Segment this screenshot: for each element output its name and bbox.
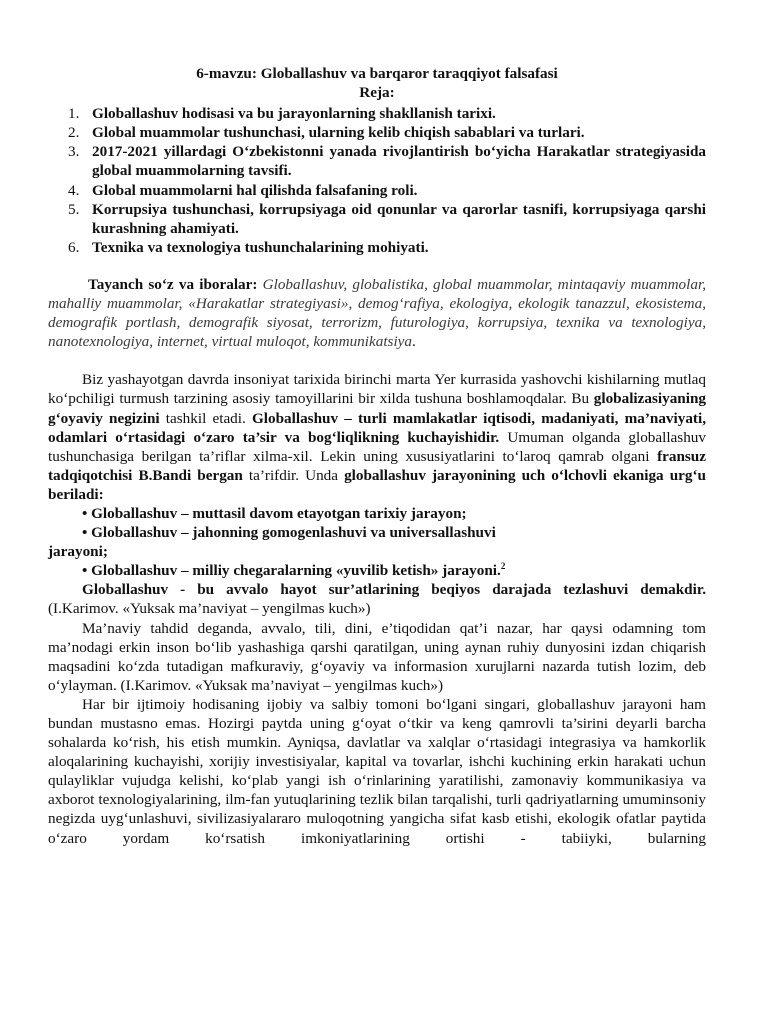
bold-run: globallashuv jarayonining uch o‘lchovli ekaniga urg‘u beriladi: (48, 466, 706, 503)
social-phenomenon-paragraph: Har bir ijtimoiy hodisaning ijobiy va salbiy tomoni bo‘lgani singari, globallashuv jarayoni ham bundan mustasno emas. Hozirgi paytda uning g‘oyat o‘tkir va keng qamrovli ta’sirini deyarli barcha sohalarda ko‘rish, his etish mumkin. Ayniqsa, davlatlar va xalqlar o‘rtasidagi integrasiya va hamkorlik aloqalarining kuchayishi, xorijiy investisiyalar, kapital va tovarlar, ishchi kuchining erkin harakati uchun qulayliklar vujudga kelishi, ko‘plab yangi ish o‘rinlarining yaratilishi, zamonaviy kommunikasiya va axborot texnologiyalarining, ilm-fan yutuqlarining tezlik bilan tarqalishi, turli qadriyatlarning umuminsoniy negizda uyg‘unlashuvi, sivilizasiyalararo muloqotning yangicha sifat kasb etishi, ekologik ofatlar paytida o‘zaro yordam ko‘rsatish imkoniyatlarining ortishi - tabiiyki, bularning (48, 695, 706, 847)
bullet-item-continuation: jarayoni; (48, 543, 108, 561)
plan-item-number: 3. (68, 143, 80, 161)
plan-item-text: Global muammolarni hal qilishda falsafaning roli. (92, 181, 418, 199)
keywords-paragraph (48, 275, 706, 351)
keywords-end: . (412, 333, 416, 351)
bold-run: globalizasiyaning g‘oyaviy negizini (48, 390, 706, 427)
spiritual-threat-paragraph: Ma’naviy tahdid deganda, avvalo, tili, dini, e’tiqodidan qat’i nazar, har qaysi odamning tom ma’nodagi erkin inson bo‘lib yashashiga qarshi qaratilgan, uning aynan ruhiy dunyosini izdan chiqarish maqsadini ko‘zda tutadigan mafkuraviy, g‘oyaviy va informasion xurujlarni nazarda tutish lozim, deb o‘ylayman. (I.Karimov. «Yuksak ma’naviyat – yengilmas kuch») (48, 619, 706, 694)
plan-heading: Reja: (359, 84, 395, 102)
citation: (I.Karimov. «Yuksak ma’naviyat – yengilmas kuch») (48, 600, 371, 618)
plan-item-number: 1. (68, 105, 80, 123)
keywords-label: Tayanch so‘z va iboralar: (88, 275, 258, 293)
plan-item-text: 2017-2021 yillardagi O‘zbekistonni yanada rivojlantirish bo‘yicha Harakatlar strategiyasida global muammolarning tavsifi. (92, 143, 706, 180)
bullet-item: • Globallashuv – muttasil davom etayotgan tarixiy jarayon; (82, 504, 467, 522)
plan-item-number: 5. (68, 200, 80, 218)
plan-item (48, 123, 706, 142)
plan-item (48, 238, 706, 257)
plan-item (48, 142, 706, 180)
text-run: Biz yashayotgan davrda insoniyat tarixida birinchi marta Yer kurrasida yashovchi kishilarning mutlaq ko‘pchiligi turmush tarzining asosiy tamoyillarini bir xilda tushuna boshlamoqdalar. Bu (48, 371, 706, 408)
text-run: ta’rifdir. Unda (242, 466, 345, 484)
plan-item-number: 4. (68, 181, 80, 199)
karimov-quote-paragraph (48, 580, 706, 618)
bold-run: Globallashuv - bu avvalo hayot sur’atlarining beqiyos darajada tezlashuvi demakdir. (82, 581, 706, 599)
plan-item-text: Globallashuv hodisasi va bu jarayonlarning shakllanish tarixi. (92, 105, 496, 123)
plan-item-text: Korrupsiya tushunchasi, korrupsiyaga oid qonunlar va qarorlar tasnifi, korrupsiyaga qarshi kurashning ahamiyati. (92, 200, 706, 237)
bullet-item: • Globallashuv – jahonning gomogenlashuvi va universallashuvi (82, 524, 496, 542)
plan-item (48, 104, 706, 123)
bullet-text: • Globallashuv – milliy chegaralarning «yuvilib ketish» jarayoni. (82, 562, 501, 580)
plan-list (48, 104, 706, 257)
globalization-intro-paragraph (48, 370, 706, 504)
text-run: Umuman olganda globallashuv tushunchasiga berilgan ta’riflar xilma-xil. Lekin uning xususiyatlarini to‘laroq qamrab olgani (48, 428, 706, 465)
plan-item-text: Global muammolar tushunchasi, ularning kelib chiqish sabablari va turlari. (92, 124, 585, 142)
plan-item-text: Texnika va texnologiya tushunchalarining mohiyati. (92, 238, 429, 256)
lecture-title: 6-mavzu: Globallashuv va barqaror taraqqiyot falsafasi (196, 65, 558, 82)
plan-item-number: 6. (68, 238, 80, 256)
plan-item (48, 200, 706, 238)
footnote-marker: 2 (500, 561, 506, 572)
globalization-definition: Globallashuv – turli mamlakatlar iqtisodi, madaniyati, ma’naviyati, odamlari o‘rtasidagi o‘zaro ta’sir va bog‘liqlikning kuchayishidir. (48, 409, 706, 446)
bold-run: fransuz tadqiqotchisi B.Bandi bergan (48, 447, 706, 484)
keywords-list: Globallashuv, globalistika, global muammolar, mintaqaviy muammolar, mahalliy muammolar, «Harakatlar strategiyasi», demog‘rafiya, ekologiya, ekologik tanazzul, ekosistema, demografik portlash, demografik siyosat, terrorizm, futurologiya, korrupsiya, texnika va texnologiya, nanotexnologiya, internet, virtual muloqot, kommunikatsiya (48, 275, 706, 351)
plan-item-number: 2. (68, 124, 80, 142)
plan-item (48, 181, 706, 200)
bullet-item (48, 561, 706, 580)
text-run: tashkil etadi. (159, 409, 252, 427)
